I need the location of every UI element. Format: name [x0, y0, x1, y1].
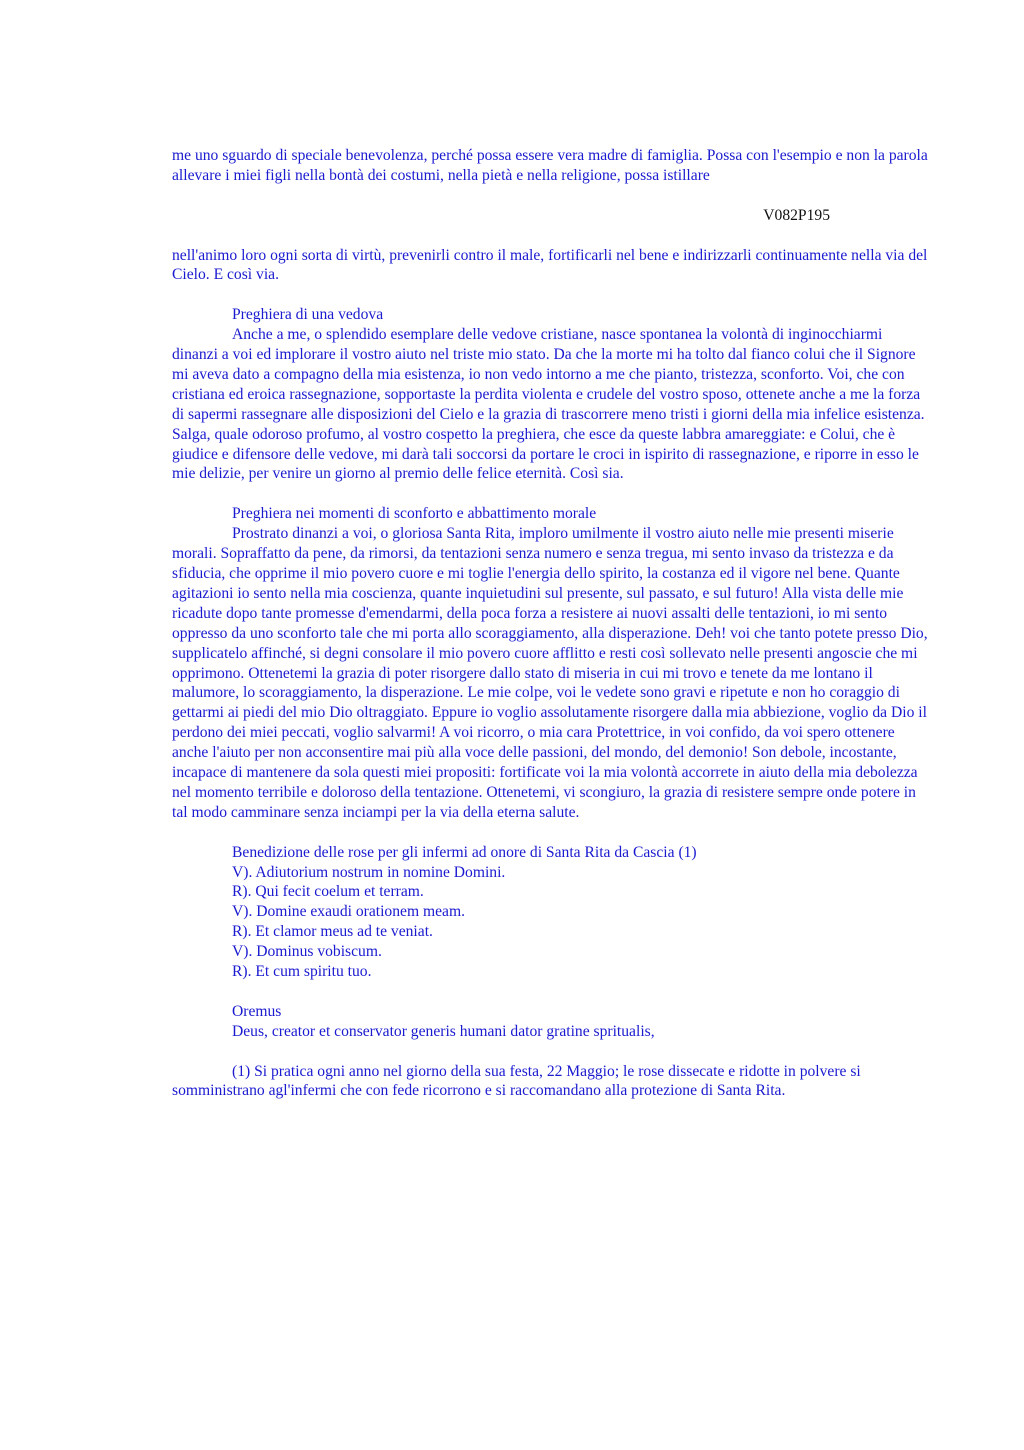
spacer	[172, 285, 932, 305]
oremus-title: Oremus	[232, 1002, 282, 1020]
discouragement-prayer-section	[172, 504, 932, 823]
oremus-text: Deus, creator et conservator generis humani dator gratine spritualis,	[232, 1022, 655, 1040]
document-page	[172, 146, 932, 1101]
discouragement-prayer-title: Preghiera nei momenti di sconforto e abbattimento morale	[232, 505, 597, 523]
blessing-line: R). Qui fecit coelum et terram.	[232, 883, 424, 901]
blessing-line: V). Dominus vobiscum.	[232, 943, 382, 961]
widow-prayer-body: Anche a me, o splendido esemplare delle vedove cristiane, nasce spontanea la volontà di inginocchiarmi dinanzi a voi ed implorare il vostro aiuto nel triste mio stato. Da che la morte mi ha tolto dal fianco colui che il Signore mi aveva dato a compagno della mia esistenza, io non vedo intorno a me che pianto, tristezza, sconforto. Voi, che con cristiana ed eroica rassegnazione, sopportaste la perdita violenta e crudele del vostro sposo, ottenete anche a me la forza di sapermi rassegnare alle disposizioni del Cielo e la grazia di trascorrere meno tristi i giorni della mia infelice esistenza. Salga, quale odoroso profumo, al vostro cospetto la preghiera, che esce da queste labbra amareggiate: e Colui, che è giudice e difensore delle vedove, mi darà tali soccorsi da portare le croci in ispirito di rassegnazione, e riporre in esso le mie delizie, per venire un giorno al premio delle felice eternità. Così sia.	[172, 326, 925, 483]
widow-prayer-section	[172, 305, 932, 484]
spacer	[172, 823, 932, 843]
blessing-line: V). Domine exaudi orationem meam.	[232, 903, 465, 921]
blessing-section	[172, 843, 932, 982]
spacer	[172, 982, 932, 1002]
blessing-title: Benedizione delle rose per gli infermi ad onore di Santa Rita da Cascia (1)	[232, 843, 697, 861]
spacer	[172, 226, 932, 246]
blessing-line: V). Adiutorium nostrum in nomine Domini.	[232, 863, 506, 881]
blessing-line: R). Et cum spiritu tuo.	[232, 963, 372, 981]
continuation-paragraph: nell'animo loro ogni sorta di virtù, prevenirli contro il male, fortificarli nel bene e indirizzarli continuamente nella via del Cielo. E così via.	[172, 246, 928, 284]
discouragement-prayer-body: Prostrato dinanzi a voi, o gloriosa Santa Rita, imploro umilmente il vostro aiuto nelle mie presenti miserie morali. Sopraffatto da pene, da rimorsi, da tentazioni senza numero e senza tregua, mi sento invaso da tristezza e da sfiducia, che opprime il mio povero cuore e mi toglie l'energia dello spirito, la costanza ed il vigore nel bene. Quante agitazioni io sento nella mia coscienza, quante inquietudini sul presente, sul passato, e sul futuro! Alla vista delle mie ricadute dopo tante promesse d'emendarmi, della poca forza a resistere ai nuovi assalti delle tentazioni, io mi sento oppresso da uno sconforto tale che mi porta allo scoraggiamento, alla disperazione. Deh! voi che tanto potete presso Dio, supplicatelo affinché, si degni consolare il mio povero cuore afflitto e resti così sollevato nelle presenti angoscie che mi opprimono. Ottenetemi la grazia di poter risorgere dallo stato di miseria in cui mi trovo e tenete da me lontano il malumore, lo scoraggiamento, la disperazione. Le mie colpe, voi le vedete sono gravi e ripetute e non ho coraggio di gettarmi ai piedi del mio Dio oltraggiato. Eppure io voglio assolutamente risorgere dalla mia abbiezione, voglio da Dio il perdono dei miei peccati, voglio salvarmi! A voi ricorro, o mia cara Protettrice, in voi confido, da voi spero ottenere anche l'aiuto per non acconsentire mai più alla voce delle passioni, del mondo, del demonio! Son debole, incostante, incapace di mantenere da sola questi miei propositi: fortificate voi la mia volontà accorrete in aiuto della mia debolezza nel momento terribile e doloroso della tentazione. Ottenetemi, vi scongiuro, la grazia di resistere sempre onde potere in tal modo camminare senza inciampi per la via della eterna salute.	[172, 525, 928, 821]
widow-prayer-title: Preghiera di una vedova	[232, 306, 384, 324]
spacer	[172, 1042, 932, 1062]
page-marker: V082P195	[763, 206, 830, 224]
opening-paragraph: me uno sguardo di speciale benevolenza, perché possa essere vera madre di famiglia. Possa con l'esempio e non la parola allevare i miei figli nella bontà dei costumi, nella pietà e nella religione, possa istillare	[172, 147, 928, 184]
spacer	[172, 186, 932, 206]
oremus-section	[172, 1002, 932, 1042]
blessing-line: R). Et clamor meus ad te veniat.	[232, 923, 433, 941]
footnote: (1) Si pratica ogni anno nel giorno della sua festa, 22 Maggio; le rose dissecate e ridotte in polvere si somministrano agl'infermi che con fede ricorrono e si raccomandano alla protezione di Santa Rita.	[172, 1062, 861, 1100]
spacer	[172, 484, 932, 504]
